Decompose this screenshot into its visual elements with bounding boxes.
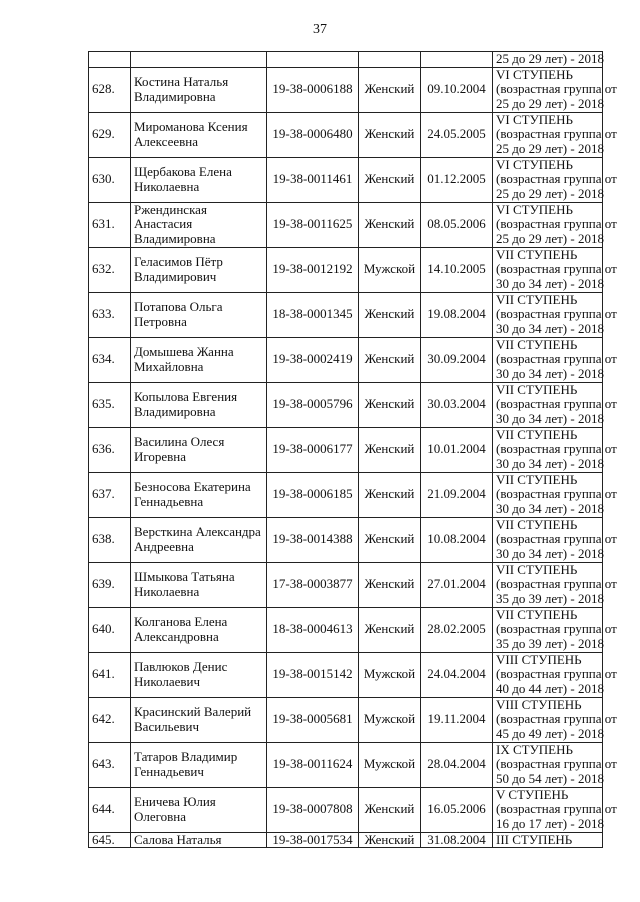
level-cell xyxy=(493,336,617,382)
table-row xyxy=(89,697,603,742)
full-name-cell: Шмыкова Татьяна Николаевна xyxy=(131,562,267,607)
record-id-cell: 19-38-0011461 xyxy=(267,157,359,202)
level-cell xyxy=(493,832,603,848)
page-number: 37 xyxy=(313,22,327,37)
level-line: 50 до 54 лет) - 2018 xyxy=(496,770,604,786)
row-number-cell xyxy=(89,52,131,68)
table-row xyxy=(89,67,603,112)
table-row xyxy=(89,112,603,157)
level-cell xyxy=(493,291,617,337)
level-line: 40 до 44 лет) - 2018 xyxy=(496,680,604,696)
level-line: VIII СТУПЕНЬ xyxy=(496,696,582,712)
record-id-cell: 19-38-0017534 xyxy=(267,832,359,848)
level-cell xyxy=(493,381,617,427)
sex-cell: Женский xyxy=(359,832,421,848)
level-line: 45 до 49 лет) - 2018 xyxy=(496,725,604,741)
level-line: (возрастная группа от xyxy=(496,81,617,97)
level-line: V СТУПЕНЬ xyxy=(496,786,569,802)
level-line: (возрастная группа от xyxy=(496,576,617,592)
birth-date-cell: 10.01.2004 xyxy=(421,427,493,472)
record-id-cell: 19-38-0011625 xyxy=(267,202,359,247)
level-line: (возрастная группа от xyxy=(496,621,617,637)
level-line: (возрастная группа от xyxy=(496,756,617,772)
level-cell xyxy=(493,516,617,562)
birth-date-cell: 21.09.2004 xyxy=(421,472,493,517)
birth-date-cell: 19.11.2004 xyxy=(421,697,493,742)
level-line: VII СТУПЕНЬ xyxy=(496,381,578,397)
sex-cell: Женский xyxy=(359,292,421,337)
birth-date-cell xyxy=(421,52,493,68)
level-line: 30 до 34 лет) - 2018 xyxy=(496,545,604,561)
sex-cell: Женский xyxy=(359,157,421,202)
record-id-cell: 19-38-0012192 xyxy=(267,247,359,292)
record-id-cell: 19-38-0005681 xyxy=(267,697,359,742)
level-line: 30 до 34 лет) - 2018 xyxy=(496,455,604,471)
sex-cell: Женский xyxy=(359,337,421,382)
birth-date-cell: 27.01.2004 xyxy=(421,562,493,607)
record-id-cell: 19-38-0005796 xyxy=(267,382,359,427)
record-id-cell: 19-38-0002419 xyxy=(267,337,359,382)
level-line: 35 до 39 лет) - 2018 xyxy=(496,635,604,651)
level-cell xyxy=(493,201,617,247)
level-cell xyxy=(493,696,617,742)
level-cell xyxy=(493,741,617,787)
table-row xyxy=(89,652,603,697)
sex-cell: Женский xyxy=(359,472,421,517)
level-line: (возрастная группа от xyxy=(496,486,617,502)
level-line: (возрастная группа от xyxy=(496,666,617,682)
sex-cell: Мужской xyxy=(359,652,421,697)
record-id-cell: 19-38-0006480 xyxy=(267,112,359,157)
full-name-cell: Геласимов Пётр Владимирович xyxy=(131,247,267,292)
table-row xyxy=(89,427,603,472)
full-name-cell: Безносова Екатерина Геннадьевна xyxy=(131,472,267,517)
level-line: VI СТУПЕНЬ xyxy=(496,66,573,82)
row-number-cell: 631. xyxy=(89,202,131,247)
level-line: 25 до 29 лет) - 2018 xyxy=(496,230,604,246)
level-line: (возрастная группа от xyxy=(496,261,617,277)
level-cell xyxy=(493,66,617,112)
record-id-cell: 19-38-0007808 xyxy=(267,787,359,832)
table-row xyxy=(89,382,603,427)
record-id-cell: 19-38-0015142 xyxy=(267,652,359,697)
level-line: 25 до 29 лет) - 2018 xyxy=(496,185,604,201)
level-cell xyxy=(493,52,603,68)
level-line: VII СТУПЕНЬ xyxy=(496,471,578,487)
level-line: VIII СТУПЕНЬ xyxy=(496,651,582,667)
level-line: VII СТУПЕНЬ xyxy=(496,426,578,442)
sex-cell: Мужской xyxy=(359,697,421,742)
birth-date-cell: 24.05.2005 xyxy=(421,112,493,157)
full-name-cell: Салова Наталья xyxy=(131,832,267,848)
row-number-cell: 636. xyxy=(89,427,131,472)
row-number-cell: 637. xyxy=(89,472,131,517)
row-number-cell: 634. xyxy=(89,337,131,382)
level-line: (возрастная группа от xyxy=(496,396,617,412)
table-row xyxy=(89,202,603,247)
table-row xyxy=(89,607,603,652)
level-line: (возрастная группа от xyxy=(496,126,617,142)
level-cell xyxy=(493,156,617,202)
level-cell xyxy=(493,426,617,472)
row-number-cell: 642. xyxy=(89,697,131,742)
row-number-cell: 630. xyxy=(89,157,131,202)
sex-cell: Женский xyxy=(359,517,421,562)
row-number-cell: 638. xyxy=(89,517,131,562)
level-line: 30 до 34 лет) - 2018 xyxy=(496,410,604,426)
table-row xyxy=(89,787,603,832)
table-row xyxy=(89,247,603,292)
row-number-cell: 640. xyxy=(89,607,131,652)
row-number-cell: 641. xyxy=(89,652,131,697)
birth-date-cell: 28.02.2005 xyxy=(421,607,493,652)
birth-date-cell: 08.05.2006 xyxy=(421,202,493,247)
full-name-cell: Василина Олеся Игоревна xyxy=(131,427,267,472)
full-name-cell: Мироманова Ксения Алексеевна xyxy=(131,112,267,157)
record-id-cell: 19-38-0006177 xyxy=(267,427,359,472)
records-table xyxy=(88,51,617,848)
birth-date-cell: 30.03.2004 xyxy=(421,382,493,427)
table-row xyxy=(89,157,603,202)
records-table-body xyxy=(89,51,617,848)
birth-date-cell: 01.12.2005 xyxy=(421,157,493,202)
sex-cell: Женский xyxy=(359,787,421,832)
level-line: 30 до 34 лет) - 2018 xyxy=(496,500,604,516)
record-id-cell: 19-38-0006185 xyxy=(267,472,359,517)
table-row xyxy=(89,292,603,337)
sex-cell: Женский xyxy=(359,67,421,112)
row-number-cell: 635. xyxy=(89,382,131,427)
level-cell xyxy=(493,606,617,652)
record-id-cell: 17-38-0003877 xyxy=(267,562,359,607)
table-row xyxy=(89,742,603,787)
record-id-cell: 19-38-0006188 xyxy=(267,67,359,112)
level-cell xyxy=(493,651,617,697)
sex-cell xyxy=(359,52,421,68)
record-id-cell xyxy=(267,52,359,68)
full-name-cell: Потапова Ольга Петровна xyxy=(131,292,267,337)
birth-date-cell: 19.08.2004 xyxy=(421,292,493,337)
full-name-cell: Домышева Жанна Михайловна xyxy=(131,337,267,382)
level-line: 25 до 29 лет) - 2018 xyxy=(496,51,604,66)
birth-date-cell: 24.04.2004 xyxy=(421,652,493,697)
full-name-cell: Татаров Владимир Геннадьевич xyxy=(131,742,267,787)
level-cell xyxy=(493,786,617,832)
sex-cell: Женский xyxy=(359,382,421,427)
level-line: VII СТУПЕНЬ xyxy=(496,516,578,532)
birth-date-cell: 28.04.2004 xyxy=(421,742,493,787)
row-number-cell: 628. xyxy=(89,67,131,112)
full-name-cell: Копылова Евгения Владимировна xyxy=(131,382,267,427)
table-row-continuation xyxy=(89,52,603,68)
level-line: VII СТУПЕНЬ xyxy=(496,336,578,352)
sex-cell: Женский xyxy=(359,607,421,652)
full-name-cell: Щербакова Елена Николаевна xyxy=(131,157,267,202)
full-name-cell: Версткина Александра Андреевна xyxy=(131,517,267,562)
level-line: 16 до 17 лет) - 2018 xyxy=(496,815,604,831)
birth-date-cell: 16.05.2006 xyxy=(421,787,493,832)
level-line: 30 до 34 лет) - 2018 xyxy=(496,275,604,291)
level-cell xyxy=(493,111,617,157)
level-line: VII СТУПЕНЬ xyxy=(496,291,578,307)
birth-date-cell: 10.08.2004 xyxy=(421,517,493,562)
row-number-cell: 645. xyxy=(89,832,131,848)
full-name-cell: Костина Наталья Владимировна xyxy=(131,67,267,112)
level-line: (возрастная группа от xyxy=(496,171,617,187)
level-line: VI СТУПЕНЬ xyxy=(496,201,573,217)
level-line: III СТУПЕНЬ xyxy=(496,831,573,847)
row-number-cell: 639. xyxy=(89,562,131,607)
table-row xyxy=(89,517,603,562)
level-line: 25 до 29 лет) - 2018 xyxy=(496,95,604,111)
table-row xyxy=(89,472,603,517)
level-line: (возрастная группа от xyxy=(496,801,617,817)
table-row xyxy=(89,562,603,607)
sex-cell: Мужской xyxy=(359,247,421,292)
record-id-cell: 18-38-0001345 xyxy=(267,292,359,337)
level-cell xyxy=(493,246,617,292)
level-cell xyxy=(493,471,617,517)
full-name-cell: Ржендинская Анастасия Владимировна xyxy=(131,202,267,247)
record-id-cell: 19-38-0011624 xyxy=(267,742,359,787)
full-name-cell: Еничева Юлия Олеговна xyxy=(131,787,267,832)
level-line: 30 до 34 лет) - 2018 xyxy=(496,320,604,336)
full-name-cell: Павлюков Денис Николаевич xyxy=(131,652,267,697)
level-line: 35 до 39 лет) - 2018 xyxy=(496,590,604,606)
full-name-cell: Колганова Елена Александровна xyxy=(131,607,267,652)
level-line: 30 до 34 лет) - 2018 xyxy=(496,365,604,381)
sex-cell: Женский xyxy=(359,202,421,247)
birth-date-cell: 14.10.2005 xyxy=(421,247,493,292)
row-number-cell: 644. xyxy=(89,787,131,832)
record-id-cell: 19-38-0014388 xyxy=(267,517,359,562)
row-number-cell: 629. xyxy=(89,112,131,157)
record-id-cell: 18-38-0004613 xyxy=(267,607,359,652)
level-line: (возрастная группа от xyxy=(496,351,617,367)
birth-date-cell: 09.10.2004 xyxy=(421,67,493,112)
level-line: (возрастная группа от xyxy=(496,216,617,232)
level-line: VII СТУПЕНЬ xyxy=(496,246,578,262)
sex-cell: Женский xyxy=(359,112,421,157)
table-row xyxy=(89,337,603,382)
full-name-cell xyxy=(131,52,267,68)
full-name-cell: Красинский Валерий Васильевич xyxy=(131,697,267,742)
birth-date-cell: 30.09.2004 xyxy=(421,337,493,382)
level-line: VI СТУПЕНЬ xyxy=(496,156,573,172)
sex-cell: Женский xyxy=(359,427,421,472)
level-line: (возрастная группа от xyxy=(496,441,617,457)
level-line: IX СТУПЕНЬ xyxy=(496,741,573,757)
row-number-cell: 633. xyxy=(89,292,131,337)
level-line: VI СТУПЕНЬ xyxy=(496,111,573,127)
level-line: (возрастная группа от xyxy=(496,531,617,547)
sex-cell: Мужской xyxy=(359,742,421,787)
level-line: VII СТУПЕНЬ xyxy=(496,561,578,577)
level-line: VII СТУПЕНЬ xyxy=(496,606,578,622)
row-number-cell: 632. xyxy=(89,247,131,292)
level-line: 25 до 29 лет) - 2018 xyxy=(496,140,604,156)
row-number-cell: 643. xyxy=(89,742,131,787)
table-row xyxy=(89,832,603,848)
birth-date-cell: 31.08.2004 xyxy=(421,832,493,848)
level-cell xyxy=(493,561,617,607)
sex-cell: Женский xyxy=(359,562,421,607)
level-line: (возрастная группа от xyxy=(496,306,617,322)
level-line: (возрастная группа от xyxy=(496,711,617,727)
